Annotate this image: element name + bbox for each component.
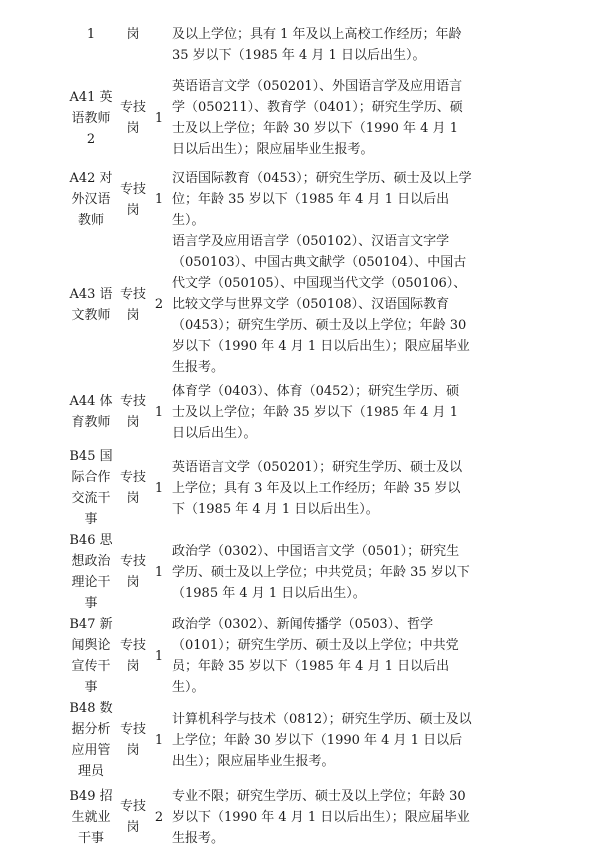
position-requirements: 语言学及应用语言学（050102）、汉语言文字学（050103）、中国古典文献学（050104）、中国古代文学（050105）、中国现当代文学（050106）、比较文学与世界文学（050108）、汉语国际教育（0453）；研究生学历、硕士及以上学位；年龄 30 岁以下（1990 年 4 月 1 日以后出生）；限应届毕业生报考。 [172, 234, 470, 375]
position-code: A44 体育教师 [69, 394, 113, 430]
table-row [66, 782, 472, 852]
table-row [66, 698, 472, 782]
position-count: 1 [154, 732, 164, 748]
position-count: 2 [154, 809, 164, 825]
table-row [66, 68, 472, 168]
position-requirements: 体育学（0403）、体育（0452）；研究生学历、硕士及以上学位；年龄 35 岁以下（1985 年 4 月 1 日以后出生）。 [172, 383, 460, 441]
position-count: 1 [154, 648, 164, 664]
table-row [66, 614, 472, 698]
position-type: 专技岗 [119, 722, 146, 758]
position-type: 专技岗 [119, 470, 146, 506]
position-requirements: 汉语国际教育（0453）；研究生学历、硕士及以上学位；年龄 35 岁以下（1985 年 4 月 1 日以后出生）。 [172, 171, 472, 228]
position-code: B49 招生就业干事 [69, 788, 113, 846]
table-row [66, 530, 472, 614]
position-type: 专技岗 [119, 799, 146, 835]
position-count: 2 [154, 297, 164, 312]
table-row [66, 378, 472, 446]
position-requirements: 及以上学位；具有 1 年及以上高校工作经历；年龄 35 岁以下（1985 年 4 月 1 日以后出生）。 [172, 27, 462, 63]
position-count: 1 [154, 404, 164, 420]
position-count [148, 24, 170, 68]
position-requirements: 政治学（0302）、中国语言文学（0501）；研究生学历、硕士及以上学位；中共党员；年龄 35 岁以下（1985 年 4 月 1 日以后出生）。 [172, 543, 470, 601]
position-code: A43 语文教师 [69, 286, 113, 323]
table-row [66, 24, 472, 68]
position-requirements: 英语语言文学（050201）、外国语言学及应用语言学（050211）、教育学（0401）；研究生学历、硕士及以上学位；年龄 30 岁以下（1990 年 4 月 1 日以后出生）；限应届毕业生报考。 [172, 79, 463, 157]
position-requirements: 专业不限；研究生学历、硕士及以上学位；年龄 30 岁以下（1990 年 4 月 1 日以后出生）；限应届毕业生报考。 [172, 788, 470, 846]
position-requirements: 计算机科学与技术（0812）；研究生学历、硕士及以上学位；年龄 30 岁以下（1990 年 4 月 1 日以后出生）；限应届毕业生报考。 [172, 711, 472, 769]
position-type: 专技岗 [119, 181, 146, 218]
position-code: 1 [86, 27, 96, 42]
table-row [66, 168, 472, 231]
position-requirements: 政治学（0302）、新闻传播学（0503）、哲学（0101）；研究生学历、硕士及以上学位；中共党员；年龄 35 岁以下（1985 年 4 月 1 日以后出生）。 [172, 617, 459, 695]
position-type: 专技岗 [119, 286, 146, 323]
position-code: B47 新闻舆论宣传干事 [69, 617, 113, 695]
positions-table [66, 24, 472, 852]
position-count: 1 [154, 110, 164, 126]
position-code: A41 英语教师 2 [69, 89, 113, 147]
position-code: A42 对外汉语教师 [69, 171, 113, 228]
position-type: 专技岗 [119, 554, 146, 590]
position-requirements: 英语语言文学（050201）；研究生学历、硕士及以上学位；具有 3 年及以上工作经历；年龄 35 岁以下（1985 年 4 月 1 日以后出生）。 [172, 459, 463, 517]
position-code: B48 数据分析应用管理员 [69, 701, 113, 779]
position-code: B46 思想政治理论干事 [69, 533, 113, 611]
table-row [66, 446, 472, 530]
position-type: 专技岗 [119, 100, 146, 136]
position-type: 专技岗 [119, 638, 146, 674]
position-code: B45 国际合作交流干事 [69, 449, 113, 527]
position-count: 1 [154, 192, 164, 207]
table-row [66, 231, 472, 378]
position-count: 1 [154, 564, 164, 580]
position-type: 专技岗 [119, 394, 146, 430]
position-count: 1 [154, 480, 164, 496]
position-type: 岗 [126, 27, 140, 42]
